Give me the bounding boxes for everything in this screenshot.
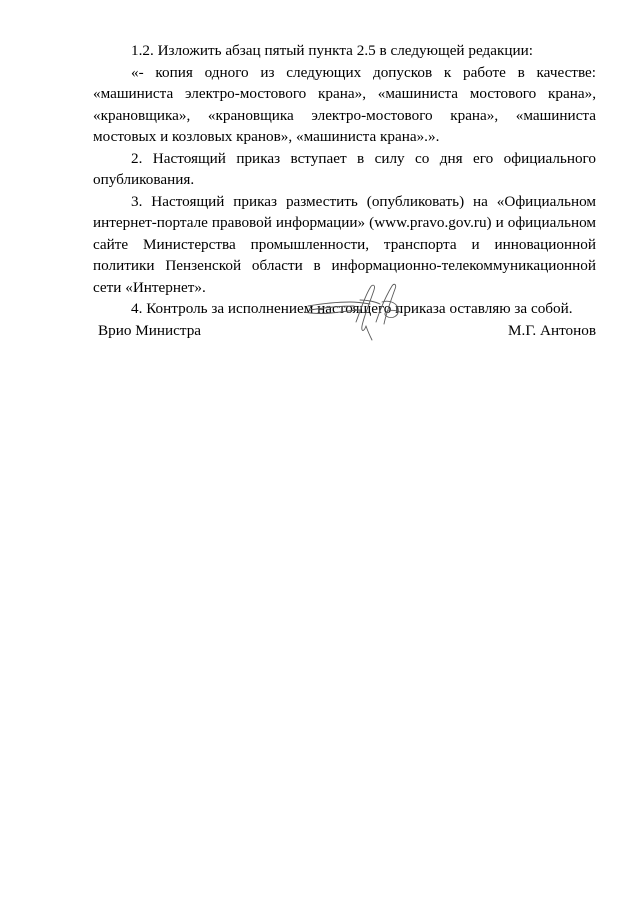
paragraph-quoted-edit: «- копия одного из следующих допусков к работе в качестве: «машиниста электро-мостового крана», «машиниста мостового крана», «крановщика», «крановщика электро-мостового крана», «машиниста мостовых и козловых кранов», «машиниста крана».». (93, 63, 596, 145)
signer-title: Врио Министра (98, 322, 202, 339)
paragraph-3-publication: 3. Настоящий приказ разместить (опубликовать) на «Официальном интернет-портале правовой информации» (www.pravo.gov.ru) и официальном сайте Министерства промышленности, транспорта и инновационной политики Пензенской области в информационно-телекоммуникационной сети «Интернет». (93, 192, 596, 296)
signer-name: М.Г. Антонов (508, 322, 596, 339)
paragraph-4-control: 4. Контроль за исполнением настоящего приказа оставляю за собой. (131, 300, 573, 317)
signature-block (93, 320, 596, 344)
paragraph-1-2: 1.2. Изложить абзац пятый пункта 2.5 в следующей редакции: (131, 42, 533, 59)
paragraph-2-effective-date: 2. Настоящий приказ вступает в силу со дня его официального опубликования. (93, 149, 596, 188)
